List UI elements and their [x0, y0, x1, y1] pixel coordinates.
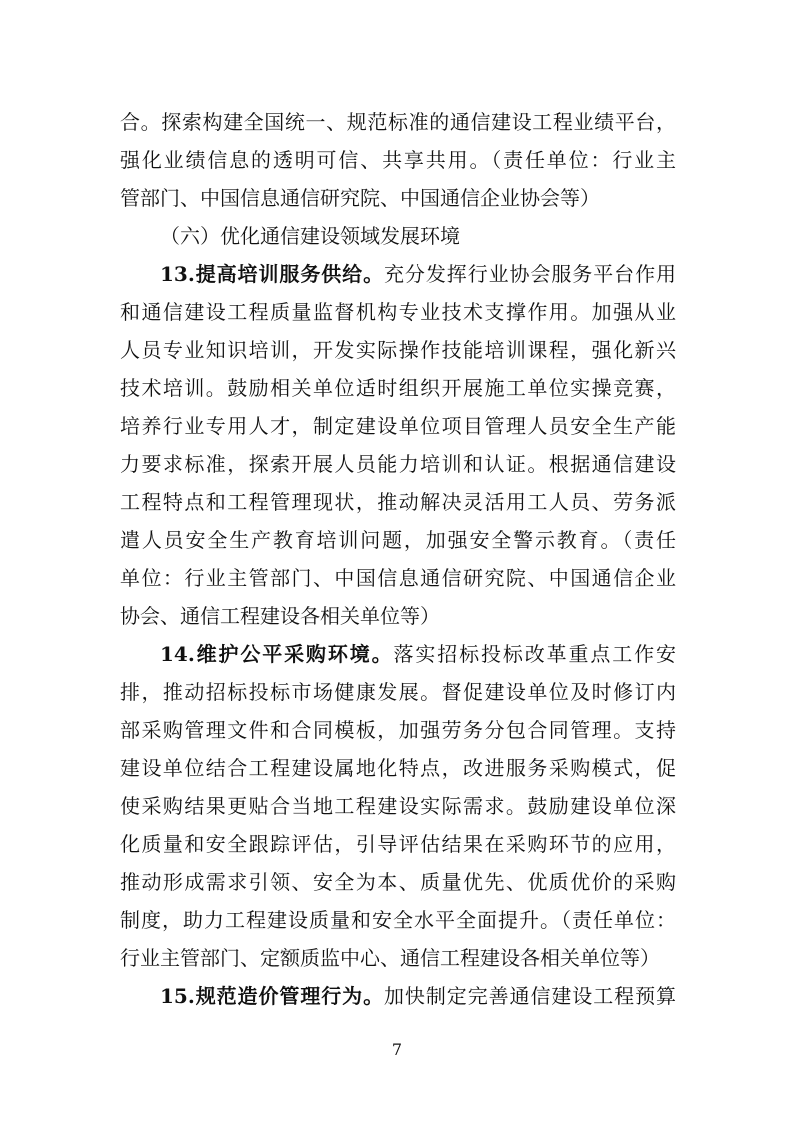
text-line: 遣人员安全生产教育培训问题，加强安全警示教育。（责任 — [120, 528, 676, 552]
item-title: 14.维护公平采购环境。 — [160, 642, 394, 666]
text-span: 落实招标投标改革重点工作安 — [393, 642, 676, 666]
text-span: 充分发挥行业协会服务平台作用 — [384, 262, 676, 286]
section-heading: （六）优化通信建设领域发展环境 — [160, 224, 460, 248]
text-line: 技术培训。鼓励相关单位适时组织开展施工单位实操竞赛， — [120, 376, 676, 400]
text-line: 建设单位结合工程建设属地化特点，改进服务采购模式，促 — [120, 756, 676, 780]
text-line: 使采购结果更贴合当地工程建设实际需求。鼓励建设单位深 — [120, 794, 676, 818]
text-line: 培养行业专用人才，制定建设单位项目管理人员安全生产能 — [120, 414, 676, 438]
text-line: 管部门、中国信息通信研究院、中国通信企业协会等） — [120, 186, 600, 210]
document-body — [120, 103, 676, 1015]
text-line: 制度，助力工程建设质量和安全水平全面提升。（责任单位： — [120, 908, 676, 932]
item-title: 13.提高培训服务供给。 — [160, 262, 385, 286]
text-line: 行业主管部门、定额质监中心、通信工程建设各相关单位等） — [120, 946, 660, 970]
text-line: 推动形成需求引领、安全为本、质量优先、优质优价的采购 — [120, 870, 676, 894]
text-span: 加快制定完善通信建设工程预算 — [384, 984, 676, 1008]
text-line: 化质量和安全跟踪评估，引导评估结果在采购环节的应用， — [120, 832, 676, 856]
text-line: 合。探索构建全国统一、规范标准的通信建设工程业绩平台， — [120, 110, 676, 134]
paragraph-first-line — [120, 977, 676, 1015]
paragraph-first-line — [120, 255, 676, 293]
page-number: 7 — [391, 1040, 403, 1059]
text-line: 力要求标准，探索开展人员能力培训和认证。根据通信建设 — [120, 452, 676, 476]
text-line: 协会、通信工程建设各相关单位等） — [120, 604, 440, 628]
item-title: 15.规范造价管理行为。 — [160, 984, 385, 1008]
text-line: 和通信建设工程质量监督机构专业技术支撑作用。加强从业 — [120, 300, 676, 324]
text-line: 强化业绩信息的透明可信、共享共用。（责任单位：行业主 — [120, 148, 676, 172]
text-line: 排，推动招标投标市场健康发展。督促建设单位及时修订内 — [120, 680, 676, 704]
text-line: 部采购管理文件和合同模板，加强劳务分包合同管理。支持 — [120, 718, 676, 742]
text-line: 单位：行业主管部门、中国信息通信研究院、中国通信企业 — [120, 566, 676, 590]
text-line: 人员专业知识培训，开发实际操作技能培训课程，强化新兴 — [120, 338, 676, 362]
paragraph-first-line — [120, 635, 676, 673]
text-line: 工程特点和工程管理现状，推动解决灵活用工人员、劳务派 — [120, 490, 676, 514]
